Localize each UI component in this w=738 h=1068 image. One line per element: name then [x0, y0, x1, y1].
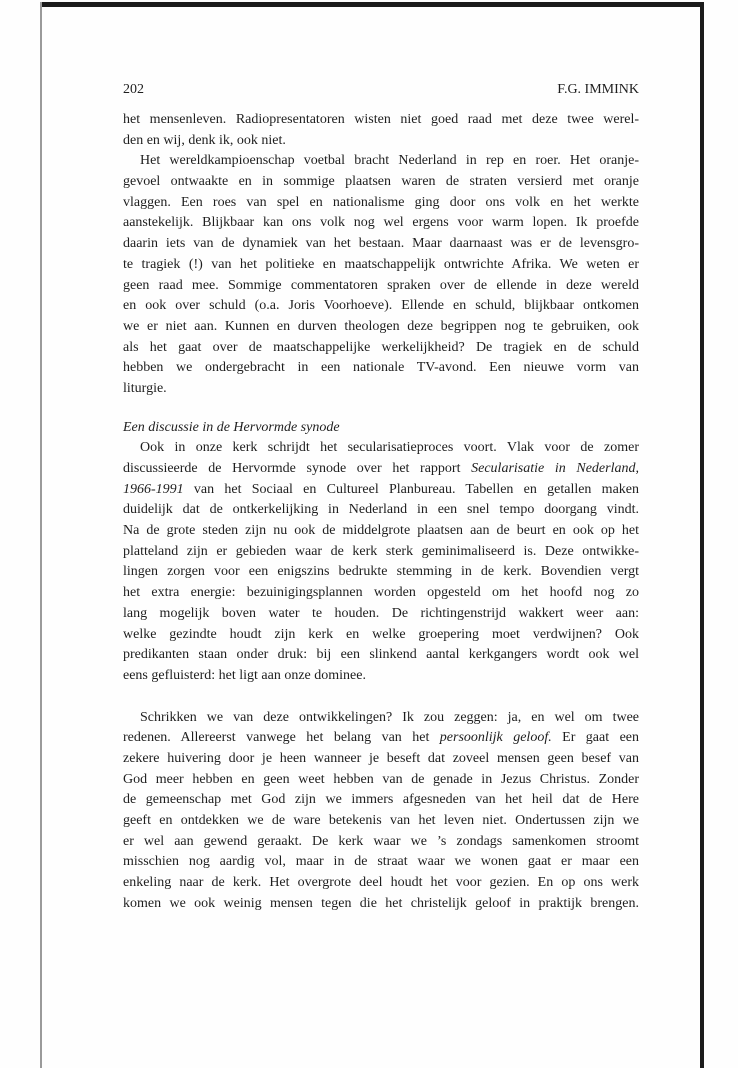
paragraph-2	[123, 151, 639, 399]
text-line: Na de grote steden zijn nu ook de middelgrote plaatsen aan de beurt en ook op het	[123, 523, 639, 539]
paragraph-1	[123, 110, 639, 151]
text-line: en ook over schuld (o.a. Joris Voorhoeve). Ellende en schuld, blijkbaar ontkomen	[123, 298, 639, 314]
text-line: lingen zorgen voor een enigszins bedrukte stemming in de kerk. Bovendien vergt	[123, 564, 639, 580]
text-line: Het wereldkampioenschap voetbal bracht Nederland in rep en roer. Het oranje-	[140, 153, 639, 169]
text-line: liturgie.	[123, 380, 167, 396]
text-line: het mensenleven. Radiopresentatoren wisten niet goed raad met deze twee werel-	[123, 112, 639, 127]
text-line: den en wij, denk ik, ook niet.	[123, 132, 286, 148]
text-line: de gemeenschap met God zijn we immers afgesneden van het heil dat de Here	[123, 792, 639, 808]
text-line: misschien nog aardig vol, maar in de straat waar we wonen gaat er maar een	[123, 854, 639, 870]
paragraph-4	[123, 708, 639, 915]
text-line: daarin iets van de dynamiek van het bestaan. Maar daarnaast was er de levensgro-	[123, 236, 639, 252]
text-line: zekere huivering door je heen wanneer je beseft dat zoveel mensen geen besef van	[123, 750, 639, 766]
text-line: aanstekelijk. Blijkbaar kan ons volk nog wel ergens voor warm lopen. Ik proefde	[123, 215, 639, 231]
paragraph-3	[123, 438, 639, 686]
text-line: komen we ook weinig mensen tegen die het christelijk geloof in praktijk brengen.	[123, 895, 639, 911]
text-line: discussieerde de Hervormde synode over het rapport Secularisatie in Nederland,	[123, 461, 639, 476]
running-header	[123, 80, 639, 100]
text-line: lang mogelijk boven water te houden. De richtingenstrijd wakkert weer aan:	[123, 605, 639, 621]
report-years: 1966-1991	[123, 481, 184, 497]
text-line: duidelijk dat de ontkerkelijking in Nederland in een snel tempo doorgang vindt.	[123, 502, 639, 518]
text-line: als het gaat over de maatschappelijke werkelijkheid? De tragiek en de schuld	[123, 339, 639, 355]
emphasis-persoonlijk-geloof: persoonlijk geloof.	[439, 730, 552, 746]
text-line: vlaggen. Een roes van spel en nationalisme ging door ons volk en het werkte	[123, 194, 639, 210]
text-line: te tragiek (!) van het politieke en maatschappelijk ontwrichte Afrika. We weten er	[123, 256, 639, 272]
text-line: predikanten staan onder druk: bij een slinkend aantal kerkgangers wordt ook wel	[123, 647, 639, 663]
text-line: we er niet aan. Kunnen en durven theologen deze begrippen nog te gebruiken, ook	[123, 318, 639, 334]
text-line: welke gezindte houdt zijn kerk en welke groepering moet verdwijnen? Ook	[123, 626, 639, 642]
report-title: Secularisatie in Nederland,	[471, 461, 639, 476]
text-line: 1966-1991 van het Sociaal en Cultureel Planbureau. Tabellen en getallen maken	[123, 481, 639, 497]
text-line: geen raad mee. Sommige commentatoren spraken over de ellende in deze wereld	[123, 277, 639, 293]
text-line: enkeling naar de kerk. Het overgrote deel houdt het voor gezien. En op ons werk	[123, 875, 639, 891]
scan-edge-top	[40, 2, 702, 7]
text-line: hebben we ondergebracht in een nationale TV-avond. Een nieuwe vorm van	[123, 360, 639, 376]
scan-edge-left	[40, 2, 42, 1068]
scan-edge-right	[700, 2, 704, 1068]
text-line: eens gefluisterd: het ligt aan onze dominee.	[123, 667, 366, 683]
text-line: gevoel ontwaakte en in sommige plaatsen waren de straten versierd met oranje	[123, 174, 639, 190]
text-line: er wel aan gewend geraakt. De kerk waar we ’s zondags samenkomen stroomt	[123, 833, 639, 849]
text-line: geeft en ontdekken we de ware betekenis van het leven niet. Ondertussen zijn we	[123, 813, 639, 828]
text-line: platteland zijn er gebieden waar de kerk sterk geminimaliseerd is. Deze ontwikke-	[123, 543, 639, 559]
running-author: F.G. IMMINK	[557, 82, 639, 97]
text-line: Ook in onze kerk schrijdt het secularisatieproces voort. Vlak voor de zomer	[140, 440, 639, 456]
text-line: Schrikken we van deze ontwikkelingen? Ik zou zeggen: ja, en wel om twee	[140, 709, 639, 725]
page-number: 202	[123, 82, 144, 97]
text-line: redenen. Allereerst vanwege het belang van het persoonlijk geloof. Er gaat een	[123, 730, 639, 746]
text-block	[123, 80, 639, 914]
text-line: God meer hebben en geen weet hebben van de genade in Jezus Christus. Zonder	[123, 771, 639, 787]
text-line: het extra energie: bezuinigingsplannen worden opgesteld om het hoofd nog zo	[123, 585, 639, 601]
section-heading: Een discussie in de Hervormde synode	[123, 419, 340, 435]
